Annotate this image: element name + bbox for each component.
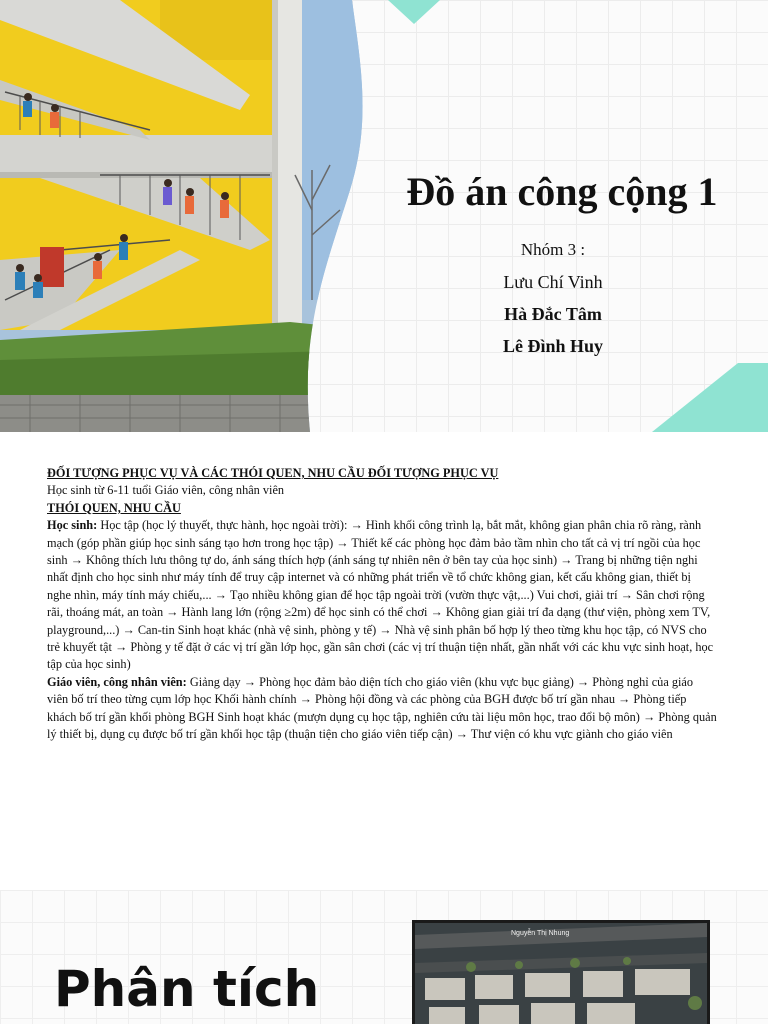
content-text bbox=[47, 465, 717, 744]
analysis-slide bbox=[0, 890, 768, 1024]
students-paragraph bbox=[47, 517, 717, 674]
analysis-title: Phân tích bbox=[54, 960, 320, 1018]
school-stairs-photo bbox=[0, 0, 370, 432]
satellite-map-image bbox=[412, 920, 710, 1024]
member-name: Lê Đình Huy bbox=[502, 336, 604, 356]
subjects-text: Học sinh từ 6-11 tuổi Giáo viên, công nhân viên bbox=[47, 483, 285, 498]
section-heading: ĐỐI TƯỢNG PHỤC VỤ VÀ CÁC THÓI QUEN, NHU CẦU ĐỐI TƯỢNG PHỤC VỤ bbox=[47, 466, 499, 480]
section-heading: THÓI QUEN, NHU CẦU bbox=[47, 500, 181, 515]
member-name: Lưu Chí Vinh bbox=[503, 272, 603, 292]
group-label: Nhóm 3 : bbox=[520, 240, 586, 259]
member-name: Hà Đắc Tâm bbox=[504, 304, 602, 324]
decorative-triangle-top bbox=[388, 0, 440, 24]
teachers-text: Giảng dạy → Phòng học đảm bảo diện tích cho giáo viên (khu vực bục giảng) → Phòng nghỉ của giáo viên bố trí theo từng cụm lớp học Khối hành chính → Phòng hội đồng và các phòng của BGH được bố trí gần nhau → Phòng tiếp khách bố trí gần khối phòng BGH Sinh hoạt khác (mượn dụng cụ học tập, nghiên cứu tài liệu môn học, trao đổi bộ môn) → Phòng quản lý thiết bị, dụng cụ được bố trí gần khối học tập (thuận tiện cho giáo viên tiếp cận) → Thư viện có khu vực giành cho giáo viên bbox=[47, 674, 717, 742]
students-text: Học tập (học lý thuyết, thực hành, học ngoài trời): → Hình khối công trình lạ, bắt mắt, không gian phân chia rõ ràng, rành mạch (góp phần giúp học sinh sáng tạo hơn trong học tập) → Thiết kế các phòng học đảm bảo tầm nhìn cho tất cả vị trí ngồi của học sinh → Không thích lưu thông tự do, ánh sáng thích hợp (ánh sáng tự nhiên nên ở bên tay của học sinh) → Trang bị những tiện nghi nhất định cho học sinh như máy tính để truy cập internet và có những phát triển về tổ chức không gian, kết cấu không gian, thiết bị nghe nhìn, máy tính máy chiếu,... → Tạo nhiều không gian để học tập ngoài trời (vườn thực vật,...) Vui chơi, giải trí → Sân chơi rộng rãi, thoáng mát, an toàn → Hành lang lớn (rộng ≥2m) để học sinh có thể chơi → Không gian giải trí đa dạng (thư viện, phòng xem TV, playground,...) → Can-tin Sinh hoạt khác (nhà vệ sinh, phòng y tế) → Nhà vệ sinh phân bố hợp lý theo từng khu học tập, có NVS cho trẻ khuyết tật → Phòng y tế đặt ở các vị trí gần lớp học, gần sân chơi (các vị trí thuận tiện nhất, gần nhất với các khu vực sinh hoạt, học tập của học sinh) bbox=[47, 518, 714, 672]
group-members bbox=[458, 234, 648, 362]
students-label: Học sinh: bbox=[47, 518, 98, 533]
teachers-label: Giáo viên, công nhân viên: bbox=[47, 674, 187, 689]
teachers-paragraph bbox=[47, 674, 717, 744]
map-street-label: Nguyễn Thị Nhung bbox=[511, 930, 570, 937]
slide-title: Đồ án công cộng 1 bbox=[406, 169, 718, 214]
title-slide bbox=[0, 0, 768, 432]
decorative-triangle-bottom bbox=[652, 363, 768, 432]
content-slide bbox=[0, 432, 768, 890]
